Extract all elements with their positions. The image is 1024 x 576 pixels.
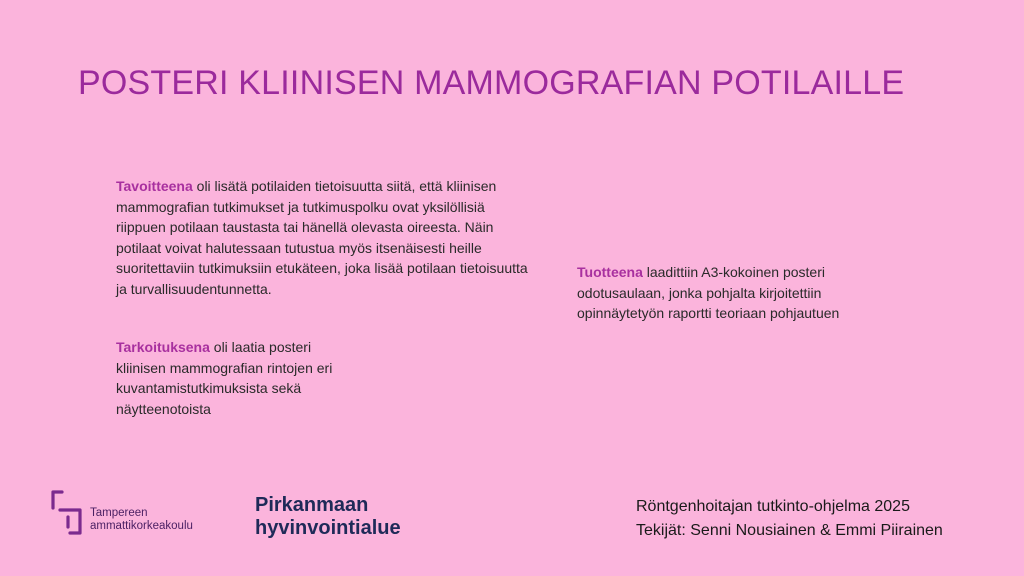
tamk-logo	[50, 489, 225, 539]
credits	[636, 495, 943, 543]
product-lead: Tuotteena	[577, 264, 643, 280]
goal-lead: Tavoitteena	[116, 178, 193, 194]
purpose-lead: Tarkoituksena	[116, 339, 210, 355]
purpose-text: oli laatia posteri kliinisen mammografian rintojen eri kuvantamistutkimuksista sekä näytteenotoista	[116, 339, 333, 417]
product-text: laadittiin A3-kokoinen posteri odotusaulaan, jonka pohjalta kirjoitettiin opinnäytetyön raportti teoriaan pohjautuen	[577, 264, 840, 321]
tamk-line1: Tampereen	[90, 507, 148, 519]
goal-paragraph	[116, 176, 536, 299]
tamk-name	[90, 507, 193, 533]
slide-title: POSTERI KLIINISEN MAMMOGRAFIAN POTILAILLE	[78, 64, 905, 102]
program-text: Röntgenhoitajan tutkinto-ohjelma 2025	[636, 498, 910, 515]
pirkanmaa-line1: Pirkanmaan	[255, 494, 369, 516]
authors-text: Tekijät: Senni Nousiainen & Emmi Piirainen	[636, 522, 943, 539]
product-paragraph	[577, 262, 877, 324]
tamk-bracket-icon	[50, 489, 86, 537]
goal-text: oli lisätä potilaiden tietoisuutta siitä, että kliinisen mammografian tutkimukset ja tutkimuspolku ovat yksilöllisiä riippuen potilaan taustasta tai hänellä olevasta oireesta. Näin potilaat voivat halutessaan tutustua myös itsenäisesti heille suoritettaviin tutkimuksiin etukäteen, joka lisää potilaan tietoisuutta ja turvallisuudentunnetta.	[116, 178, 528, 297]
purpose-paragraph	[116, 337, 356, 419]
pirkanmaa-line2: hyvinvointialue	[255, 517, 401, 539]
tamk-line2: ammattikorkeakoulu	[90, 520, 193, 532]
pirkanmaa-logo	[255, 494, 401, 540]
